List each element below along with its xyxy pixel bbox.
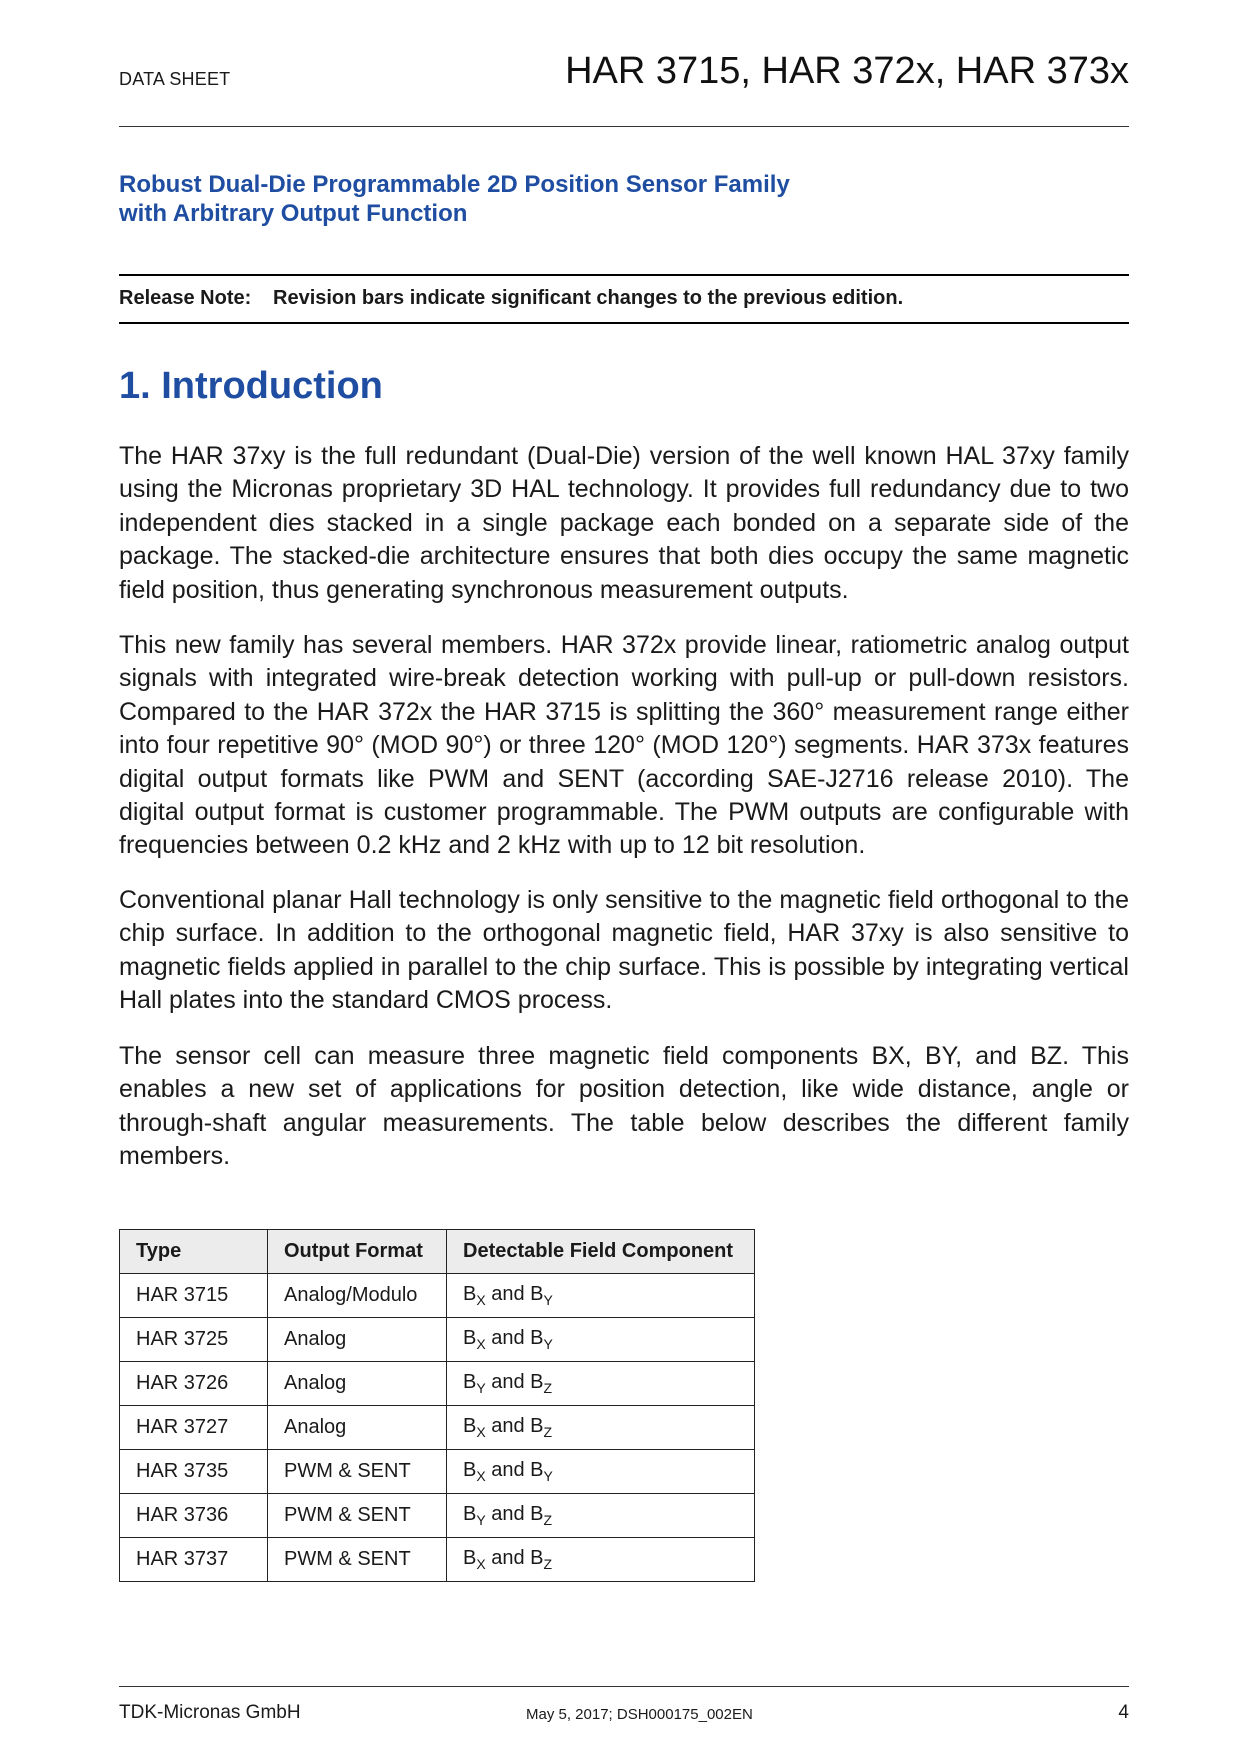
cell-field-component: $B_Y$ and $B_Z$ bbox=[447, 1362, 755, 1406]
intro-paragraph-2: This new family has several members. HAR 372x provide linear, ratiometric analog output signals with integrated wire-break detection working with pull-up or pull-down resistors. Compared to the HAR 372x the HAR 3715 is splitting the 360° measurement range either into four repetitive 90° (MOD 90°) or three 120° (MOD 120°) segments. HAR 373x features digital output formats like PWM and SENT (according SAE-J2716 release 2010). The digital output format is customer programmable. The PWM outputs are configurable with frequencies between 0.2 kHz and 2 kHz with up to 12 bit resolution. bbox=[119, 631, 1129, 860]
cell-output-format: PWM & SENT bbox=[268, 1538, 447, 1582]
cell-output-format: Analog/Modulo bbox=[268, 1274, 447, 1318]
document-title: HAR 3715, HAR 372x, HAR 373x bbox=[565, 50, 1129, 92]
table-row bbox=[120, 1494, 755, 1538]
cell-field-component: $B_X$ and $B_Y$ bbox=[447, 1274, 755, 1318]
cell-type: HAR 3737 bbox=[120, 1538, 268, 1582]
document-type-label: DATA SHEET bbox=[119, 69, 231, 89]
table-row bbox=[120, 1538, 755, 1582]
table-row bbox=[120, 1406, 755, 1450]
cell-type: HAR 3727 bbox=[120, 1406, 268, 1450]
header-divider bbox=[119, 126, 1129, 127]
cell-field-component: $B_X$ and $B_Z$ bbox=[447, 1538, 755, 1582]
cell-type: HAR 3736 bbox=[120, 1494, 268, 1538]
table-row bbox=[120, 1318, 755, 1362]
table-row bbox=[120, 1274, 755, 1318]
cell-output-format: Analog bbox=[268, 1318, 447, 1362]
release-note-text: Revision bars indicate significant changes to the previous edition. bbox=[273, 287, 904, 309]
intro-paragraph-4: The sensor cell can measure three magnetic field components BX, BY, and BZ. This enables a new set of applications for position detection, like wide distance, angle or through-shaft angular measurements. The table below describes the different family members. bbox=[119, 1042, 1129, 1171]
column-header-type: Type bbox=[120, 1230, 268, 1274]
cell-field-component: $B_X$ and $B_Z$ bbox=[447, 1406, 755, 1450]
cell-output-format: PWM & SENT bbox=[268, 1450, 447, 1494]
table-row bbox=[120, 1362, 755, 1406]
release-note-bottom-rule bbox=[119, 322, 1129, 324]
table-header-row bbox=[120, 1230, 755, 1274]
footer-company: TDK-Micronas GmbH bbox=[119, 1702, 301, 1723]
cell-output-format: PWM & SENT bbox=[268, 1494, 447, 1538]
intro-paragraph-3: Conventional planar Hall technology is only sensitive to the magnetic field orthogonal to the chip surface. In addition to the orthogonal magnetic field, HAR 37xy is also sensitive to magnetic fields applied in parallel to the chip surface. This is possible by integrating vertical Hall plates into the standard CMOS process. bbox=[119, 886, 1129, 1015]
subtitle-line-2: with Arbitrary Output Function bbox=[119, 200, 468, 227]
cell-type: HAR 3726 bbox=[120, 1362, 268, 1406]
column-header-output-format: Output Format bbox=[268, 1230, 447, 1274]
release-note-top-rule bbox=[119, 274, 1129, 276]
footer-divider bbox=[119, 1686, 1129, 1687]
cell-field-component: $B_X$ and $B_Y$ bbox=[447, 1318, 755, 1362]
page-number: 4 bbox=[1118, 1702, 1129, 1723]
table-row bbox=[120, 1450, 755, 1494]
footer-date-document-id: May 5, 2017; DSH000175_002EN bbox=[526, 1706, 753, 1723]
cell-output-format: Analog bbox=[268, 1362, 447, 1406]
cell-field-component: $B_Y$ and $B_Z$ bbox=[447, 1494, 755, 1538]
section-title: 1. Introduction bbox=[119, 365, 383, 407]
intro-paragraph-1: The HAR 37xy is the full redundant (Dual-Die) version of the well known HAL 37xy family using the Micronas proprietary 3D HAL technology. It provides full redundancy due to two independent dies stacked in a single package each bonded on a separate side of the package. The stacked-die architecture ensures that both dies occupy the same magnetic field position, thus generating synchronous measurement outputs. bbox=[119, 442, 1129, 604]
cell-field-component: $B_X$ and $B_Y$ bbox=[447, 1450, 755, 1494]
subtitle-line-1: Robust Dual-Die Programmable 2D Position Sensor Family bbox=[119, 171, 790, 198]
cell-type: HAR 3725 bbox=[120, 1318, 268, 1362]
document-subtitle bbox=[119, 170, 790, 228]
release-note bbox=[119, 287, 903, 310]
column-header-field-component: Detectable Field Component bbox=[447, 1230, 755, 1274]
family-members-table bbox=[119, 1229, 755, 1582]
cell-type: HAR 3735 bbox=[120, 1450, 268, 1494]
release-note-label: Release Note: bbox=[119, 287, 252, 309]
cell-output-format: Analog bbox=[268, 1406, 447, 1450]
cell-type: HAR 3715 bbox=[120, 1274, 268, 1318]
